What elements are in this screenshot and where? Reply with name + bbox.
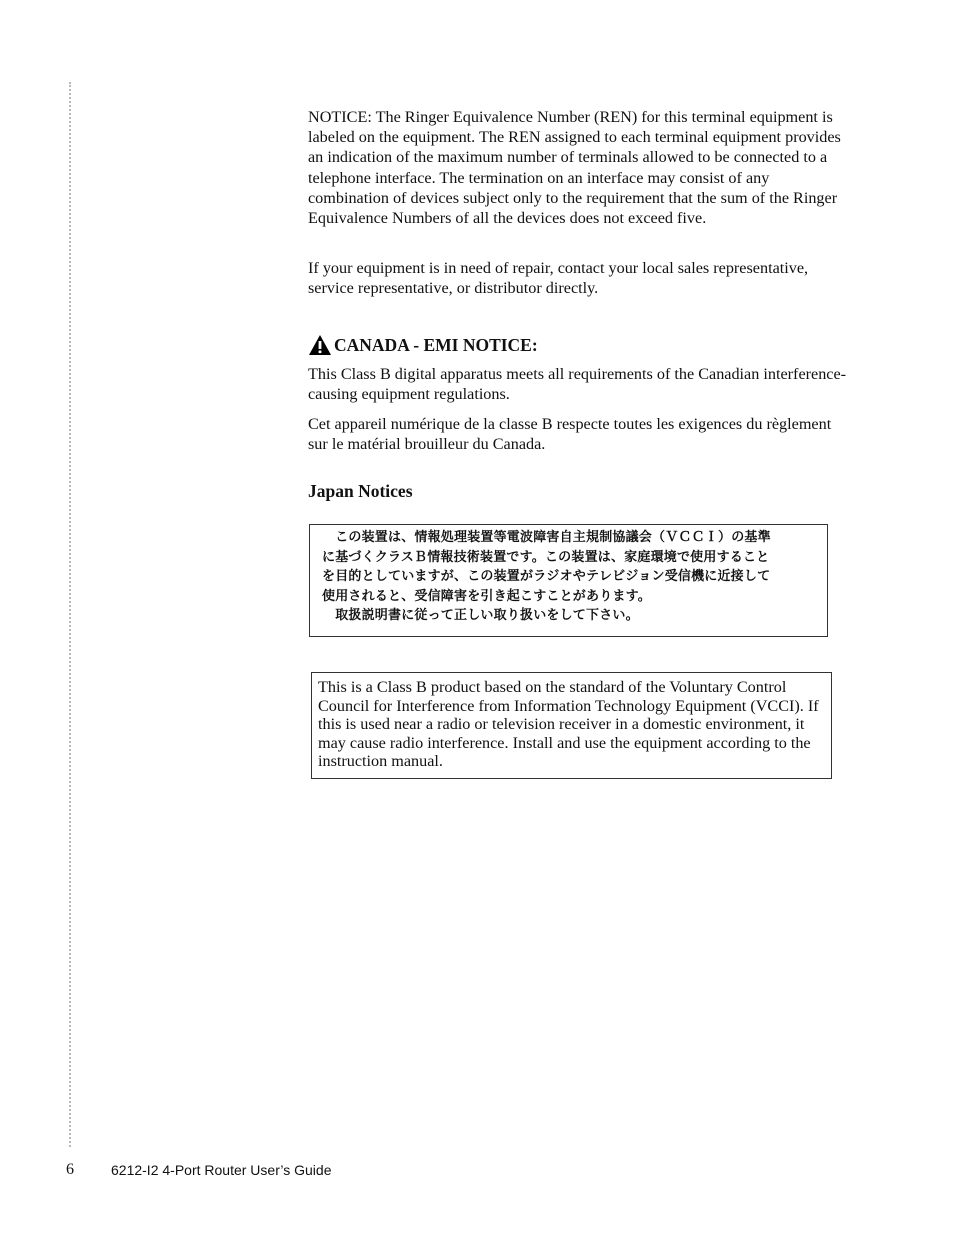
canada-heading-label: CANADA - EMI NOTICE:	[334, 335, 538, 355]
page-number: 6	[66, 1161, 74, 1178]
japanese-vcci-text: この装置は、情報処理装置等電波障害自主規制協議会（ＶＣＣＩ）の基準 に基づくクラスＢ情報技術装置です。この装置は、家庭環境で使用すること を目的としていますが、この装置がラジオやテレビジョン受信機に近接して 使用されると、受信障害を引き起こすことがあります。 取扱説明書に従って正しい取り扱いをして下さい。	[322, 530, 771, 623]
english-vcci-text: This is a Class B product based on the standard of the Voluntary Control Council for Interference from Information Technology Equipment (VCCI). If this is used near a radio or television receiver in a domestic environment, it may cause radio interference. Install and use the equipment according to the instruction manual.	[318, 678, 819, 771]
canada-french-paragraph: Cet appareil numérique de la classe B respecte toutes les exigences du règlement sur le matérial brouilleur du Canada.	[308, 415, 832, 454]
ren-notice-paragraph: NOTICE: The Ringer Equivalence Number (REN) for this terminal equipment is labeled on the equipment. The REN assigned to each terminal equipment provides an indication of the maximum number of terminals allowed to be connected to a telephone interface. The termination on an interface may consist of any combination of devices subject only to the requirement that the sum of the Ringer Equivalence Numbers of all the devices does not exceed five.	[308, 108, 841, 228]
repair-paragraph: If your equipment is in need of repair, contact your local sales representative, service representative, or distributor directly.	[308, 259, 809, 298]
canada-emi-heading	[308, 334, 538, 356]
japan-notices-heading: Japan Notices	[308, 481, 413, 501]
warning-triangle-icon	[308, 334, 332, 356]
english-vcci-notice-box	[311, 672, 832, 779]
japanese-vcci-notice-box	[309, 524, 828, 637]
canada-english-paragraph: This Class B digital apparatus meets all requirements of the Canadian interference-causing equipment regulations.	[308, 365, 847, 404]
footer-guide-title: 6212-I2 4-Port Router User’s Guide	[111, 1162, 332, 1178]
margin-dotted-rule	[69, 82, 71, 1147]
